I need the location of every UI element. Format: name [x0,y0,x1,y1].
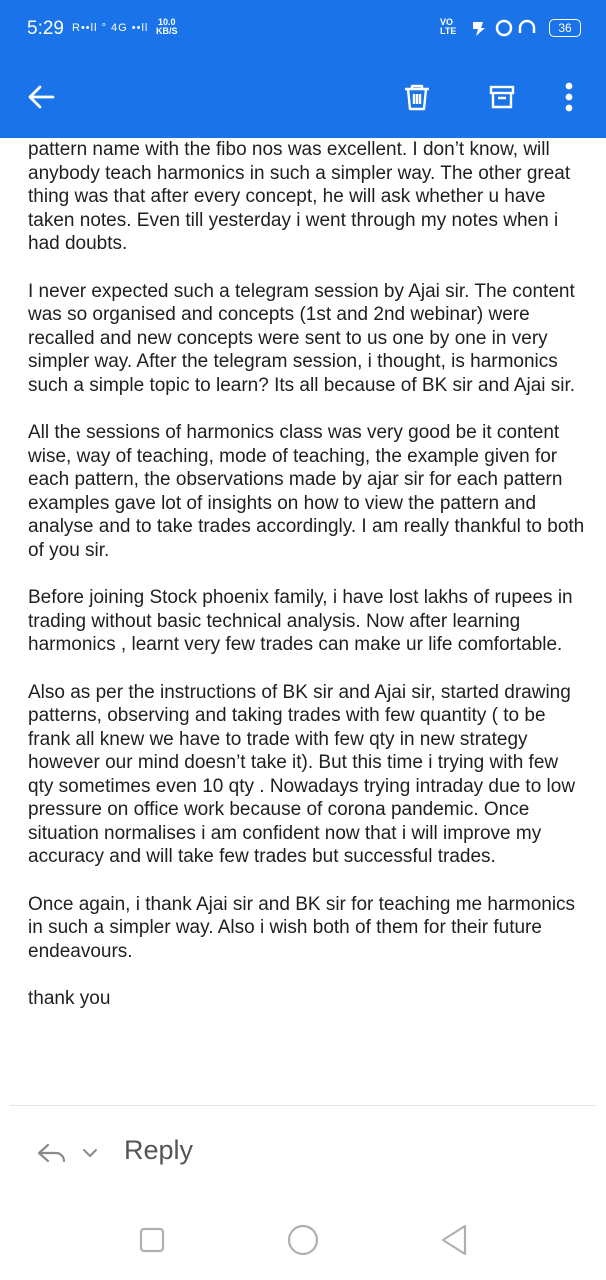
volte-indicator [440,18,456,36]
message-paragraph: pattern name with the fibo nos was excellent. I don’t know, will anybody teach harmonics in such a simpler way. The other great thing was that after every concept, he will ask whether u have taken notes. Even till yesterday i went through my notes when i had doubts. [28,139,571,254]
mute-icon [473,22,485,36]
arrow-left-icon [18,74,64,120]
status-time: 5:29 [27,18,64,39]
archive-button[interactable] [479,74,525,120]
status-bar [0,0,606,58]
message-paragraph: Once again, i thank Ajai sir and BK sir for teaching me harmonics in such a simpler way. Also i wish both of them for their future endeavours. [28,893,576,962]
speed-value: 10.0 [157,17,176,27]
delete-button[interactable] [394,74,440,120]
triangle-back-icon[interactable] [438,1222,470,1258]
app-toolbar [0,58,606,138]
circle-icon[interactable] [285,1222,321,1258]
message-paragraph: Also as per the instructions of BK sir and Ajai sir, started drawing patterns, observing and taking trades with few quantity ( to be frank all knew we have to trade with few qty in new strategy however our mind doesn’t take it). But this time i trying with few qty sometimes even 10 qty . Nowadays trying intraday due to low pressure on office work because of corona pandemic. Once situation normalises i am confident now that i will improve my accuracy and will take few trades but successful trades. [28,681,576,867]
message-signoff: thank you [28,988,111,1009]
archive-icon [479,74,525,120]
system-nav-bar [0,1200,606,1280]
reply-label: Reply [124,1135,194,1165]
network-signal: R••ll ° 4G ••ll [72,22,149,34]
more-options-button[interactable] [546,74,592,120]
message-paragraph: All the sessions of harmonics class was very good be it content wise, way of teaching, mode of teaching, the example given for each pattern, the observations made by ajar sir for each pattern examples gave lot of insights on how to view the pattern and analyse and to take trades accordingly. I am really thankful to both of you sir. [28,422,585,561]
reply-icon [34,1135,70,1171]
headset-icon [520,21,534,33]
trash-icon [394,74,440,120]
network-speed [156,18,178,36]
more-vert-icon [546,74,592,120]
speed-unit: KB/S [156,26,178,36]
volte-top: VO [440,17,454,27]
volte-bottom: LTE [440,26,457,36]
status-icons [470,19,540,37]
message-paragraph: I never expected such a telegram session by Ajai sir. The content was so organised and concepts (1st and 2nd webinar) were recalled and new concepts were sent to us one by one in very simpler way. After the telegram session, i thought, is harmonics such a simple topic to learn? Its all because of BK sir and Ajai sir. [28,280,576,396]
chevron-down-icon[interactable] [80,1143,100,1163]
message-paragraph: Before joining Stock phoenix family, i have lost lakhs of rupees in trading without basic technical analysis. Now after learning harmonics , learnt very few trades can make ur life comfortable. [28,587,573,655]
square-icon[interactable] [137,1225,167,1255]
alarm-icon [497,21,511,35]
battery-indicator: 36 [549,19,581,37]
message-body [28,138,588,1035]
divider [10,1105,596,1106]
back-button[interactable] [18,74,64,120]
